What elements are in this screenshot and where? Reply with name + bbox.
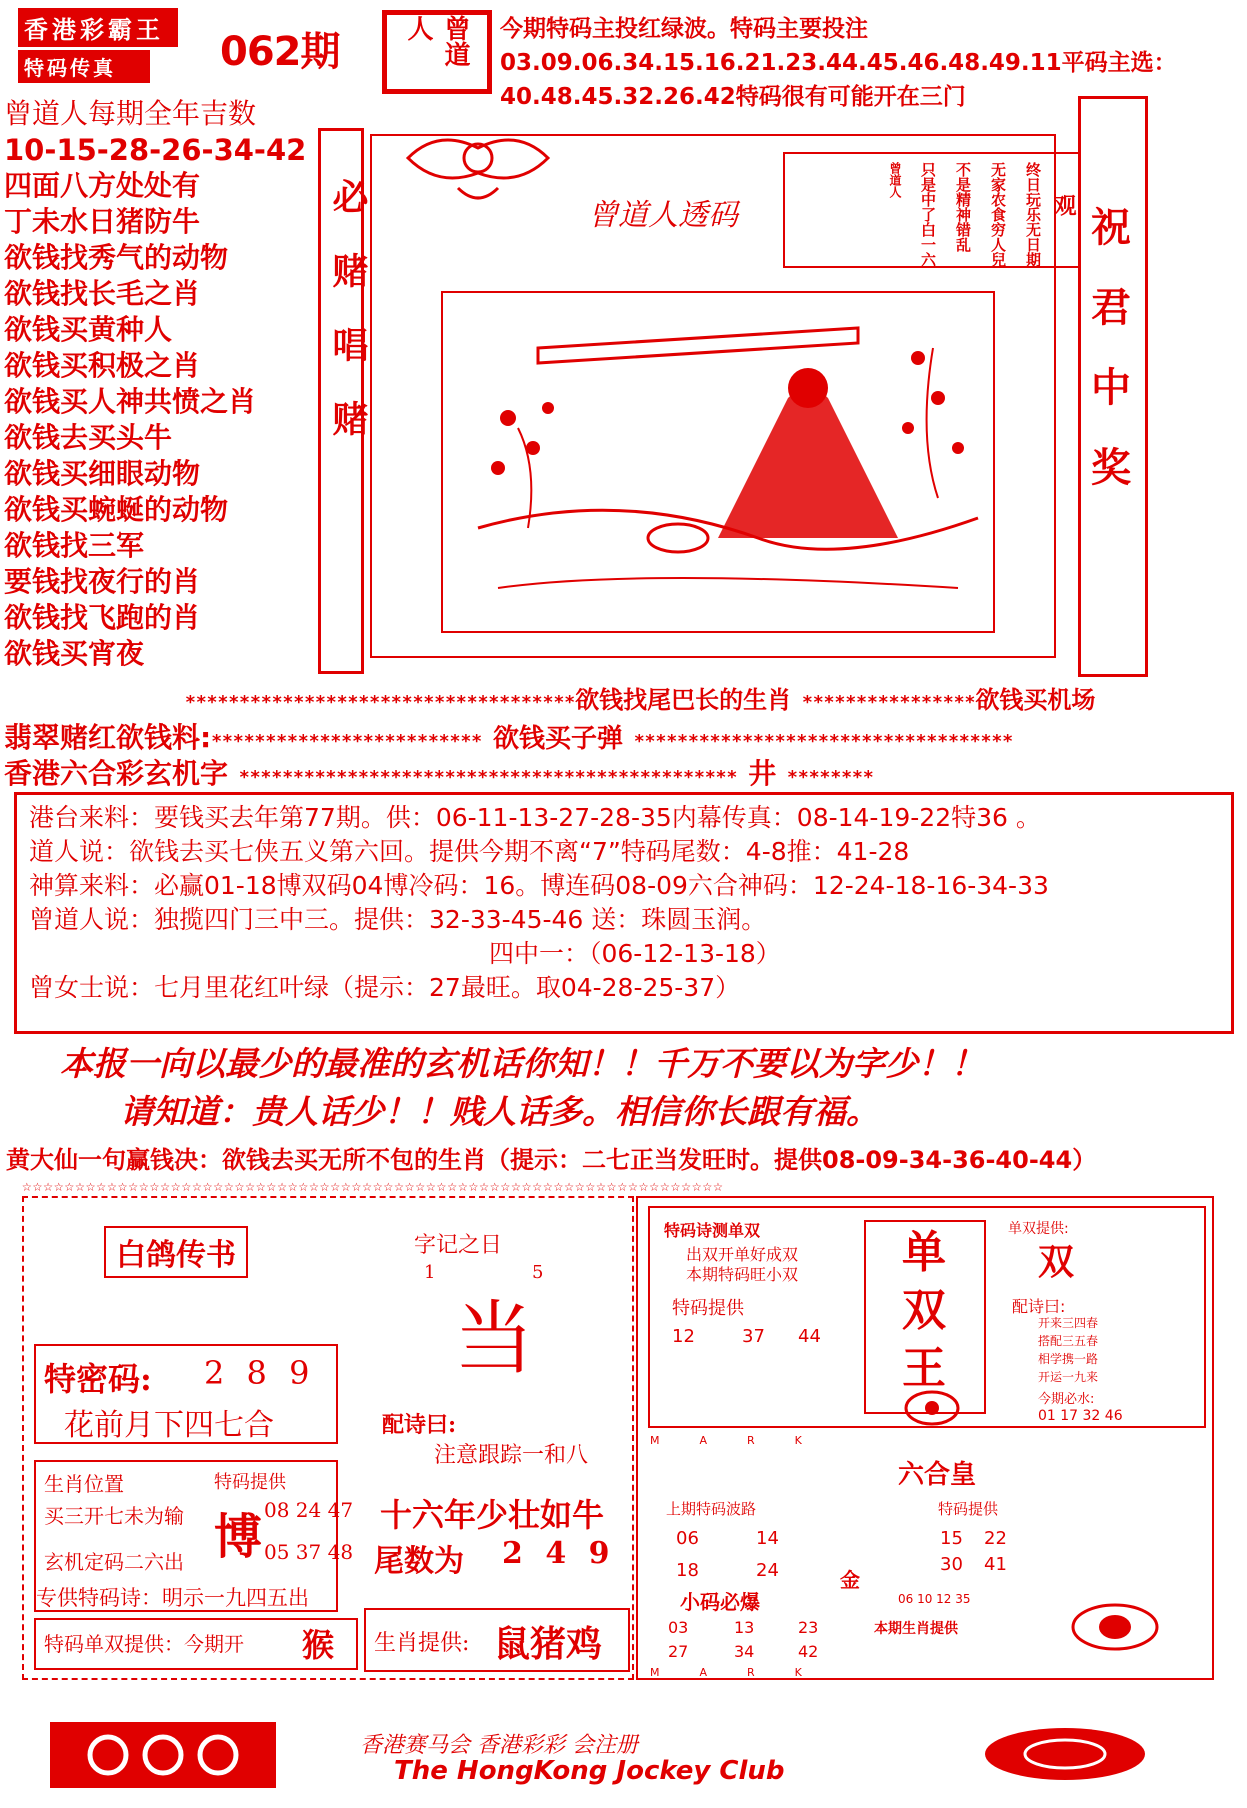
star-tail: 欲钱找尾巴长的生肖 [575,686,792,714]
left-line: 欲钱买蜿蜒的动物 [4,493,229,526]
left-title: 曾道人每期全年吉数 [4,97,257,130]
info-line: 道人说：欲钱去买七侠五义第六回。提供今期不离“7”特码尾数：4-8推：41-28 [29,837,910,866]
left-line: 欲钱找飞跑的肖 [4,601,201,634]
scroll-panel [318,128,1153,668]
dsw-poem-line: 相学携一路 [1038,1352,1099,1366]
slogan-line-2: 请知道：贵人话少！！贱人话多。相信你长跟有福。 [120,1092,879,1131]
footer-right-emblem [980,1724,1150,1788]
poem-col: 只是中了白一六 [919,162,937,267]
sx-label: 生肖提供: [374,1631,470,1656]
liuhe-right-num: 41 [984,1554,1007,1575]
scroll-caption: 曾道人透码 [588,198,738,233]
logo-subtext: 特码传真 [18,50,150,83]
liuhe-small-num: 42 [798,1642,819,1661]
single-double-val: 猴 [302,1626,335,1664]
single-double-label: 特码单双提供：今期开 [44,1632,244,1656]
bottom-left-panel [22,1196,634,1680]
left-line: 欲钱买宵夜 [4,637,145,670]
left-line: 欲钱去买头牛 [4,421,173,454]
liuhe-small-num: 27 [668,1642,689,1661]
poem-title: 观 [1051,194,1077,216]
dsw-num: 44 [798,1326,821,1347]
star-tail-2: 欲钱买机场 [975,686,1096,714]
left-line: 欲钱找长毛之肖 [4,277,201,310]
star-line-2: 翡翠赌红欲钱料:************************* 欲钱买子弹 *********************************** [4,721,1014,754]
star-label: 香港六合彩玄机字 [4,757,229,790]
liuhe-row: 06 10 12 35 [898,1592,971,1606]
liuhe-right-num: 22 [984,1528,1007,1549]
sx-val: 鼠猪鸡 [494,1623,603,1665]
peishi-label: 配诗曰: [382,1412,457,1438]
mark-border-top: MARK [650,1434,842,1447]
footer-chinese: 香港赛马会 香港彩彩 会注册 [360,1733,638,1758]
info-line: 神算来料：必赢01-18博双码04博冷码：16。博连码08-09六合神码：12-24-18-16-34-33 [29,871,1049,900]
mark-border-bottom: MARK [650,1666,842,1679]
word-num-left: 1 [424,1262,436,1283]
liuhe-small-num: 34 [734,1642,755,1661]
right-char: 祝 [1091,204,1131,251]
liuhe-small: 小码必爆 [680,1590,760,1614]
liuhe-left-num: 14 [756,1528,779,1549]
dsw-num: 12 [672,1326,695,1347]
poem-col: 无家农食穷人兒 [989,162,1007,267]
logo-block [18,8,178,80]
poem-col: 终日玩乐无日期 [1024,162,1042,267]
liuhe-left-num: 06 [676,1528,699,1549]
liuhe-small-num: 23 [798,1618,819,1637]
info-line: 曾道人说：独揽四门三中三。提供：32-33-45-46 送：珠圆玉润。 [29,905,767,934]
weishu-nums: 2 4 9 [502,1536,616,1571]
liuhe-last: 上期特码波路 [666,1500,757,1518]
left-line: 要钱找夜行的肖 [4,565,201,598]
dsw-num: 37 [742,1326,765,1347]
dsw-text1: 出双开单好成双 [686,1245,799,1264]
left-line: 欲钱买细眼动物 [4,457,201,490]
info-line: 港台来料：要钱买去年第77期。供：06-11-13-27-28-35内幕传真：08-14-19-22特36 。 [29,803,1041,832]
tech-nums: 2 8 9 [204,1354,316,1392]
dragon-emblem [398,128,558,218]
dsw-peishi: 配诗曰: [1012,1297,1066,1316]
info-box [14,792,1234,1034]
left-line: 欲钱买人神共愤之肖 [4,385,257,418]
huang-daxian: 黄大仙一句赢钱决：欲钱去买无所不包的生肖（提示：二七正当发旺时。提供08-09-34-36-40-44） [6,1146,1097,1174]
star-label: 翡翠赌红欲钱料: [4,721,212,754]
peishi-text: 注意跟踪一和八 [434,1443,589,1468]
slogan-line-1: 本报一向以最少的最准的玄机话你知！！千万不要以为字少！！ [60,1044,984,1083]
left-line: 欲钱买黄种人 [4,313,173,346]
dsw-poem-line: 开运一九来 [1038,1370,1099,1384]
xuanji-text: 玄机定码二六出 [44,1550,184,1574]
liuhe-badge [1070,1602,1160,1656]
bottom-right-panel [636,1196,1214,1680]
liuhe-right-num: 15 [940,1528,963,1549]
shengxiao-text: 买三开七未为输 [44,1504,184,1528]
liuhe-right-num: 30 [940,1554,963,1575]
dsw-side-title: 单双提供: [1008,1221,1069,1237]
poem-box [783,152,1092,268]
dsw-jinqi-nums: 01 17 32 46 [1038,1408,1123,1424]
dsw-tema: 特码提供 [672,1298,744,1319]
info-line: 曾女士说：七月里花红叶绿（提示：27最旺。取04-28-25-37） [29,973,741,1002]
flower-emblem [902,1388,962,1432]
tech-poem: 花前月下四七合 [64,1408,274,1443]
special-label: 特码提供 [214,1472,286,1493]
right-char: 君 [1091,284,1131,331]
seal-text: 曾道人 [403,15,470,67]
word-num-right: 5 [532,1262,544,1283]
shengxiao-label: 生肖位置 [44,1472,124,1496]
dsw-side-char: 双 [1038,1241,1075,1283]
left-column [4,96,306,672]
footer-left-emblem [48,1720,278,1794]
poem-line: 专供特码诗：明示一九四五出 [36,1586,309,1610]
liuhe-left-num: 18 [676,1560,699,1581]
logo-text: 香港彩霸王 [18,8,178,47]
intro-text: 今期特码主投红绿波。特码主要投注03.09.06.34.15.16.21.23.44.45.46.48.49.11平码主选：40.48.45.32.26.42特码很有可能开在三门 [500,16,1177,110]
dsw-text2: 本期特码旺小双 [686,1265,799,1284]
star-mid: 欲钱买子弹 [492,724,623,754]
dsw-big-char: 双 [902,1285,946,1336]
landscape-illustration [438,288,998,638]
footer-english: The HongKong Jockey Club [394,1756,785,1786]
dsw-big [876,1224,972,1398]
white-pigeon-title: 白鸽传书 [104,1226,248,1278]
star-line-3: 香港六合彩玄机字 ********************************************** 井 ******** [4,757,874,790]
scroll-right-text [1088,188,1134,508]
dsw-big-char: 王 [902,1343,946,1394]
weishu-label: 尾数为 [374,1544,464,1579]
bo-char: 博 [214,1509,263,1565]
poem-col: 曾道人 [888,162,902,198]
star-line-1: ************************************欲钱找尾巴长的生肖 ****************欲钱买机场 [185,686,1096,714]
liuhe-small-num: 13 [734,1618,755,1637]
liuhe-gold: 金 [840,1568,860,1592]
left-line: 欲钱找秀气的动物 [4,241,229,274]
left-line: 欲钱买积极之肖 [4,349,201,382]
star-char: 井 [748,757,777,790]
special-nums-2: 05 37 48 [264,1540,354,1564]
issue-number: 062期 [220,29,340,75]
word-title: 字记之日 [414,1233,503,1258]
word-char: 当 [454,1292,534,1385]
liuhe-title: 六合皇 [898,1460,977,1490]
left-line: 丁未水日猪防牛 [4,205,201,238]
seal-stamp [382,10,492,94]
poem-col: 不是精神错乱 [954,162,972,252]
dsw-big-char: 单 [902,1227,946,1278]
liuhe-sx: 本期生肖提供 [874,1621,958,1637]
right-char: 中 [1091,364,1131,411]
liuhe-tema: 特码提供 [938,1500,999,1518]
right-char: 奖 [1091,444,1131,491]
scroll-left-text: 必赌唱赌 [327,178,368,474]
dotted-divider: ☆☆☆☆☆☆☆☆☆☆☆☆☆☆☆☆☆☆☆☆☆☆☆☆☆☆☆☆☆☆☆☆☆☆☆☆☆☆☆☆☆☆☆☆☆☆☆☆☆☆☆☆☆☆☆☆☆☆☆☆☆☆☆☆☆☆ [22,1176,724,1195]
dsw-poem-line: 开来三四春 [1038,1316,1099,1330]
dsw-jinqi: 今期必水: [1038,1392,1095,1407]
left-numbers: 10-15-28-26-34-42 [4,133,307,167]
tech-label: 特密码: [44,1360,152,1398]
special-nums-1: 08 24 47 [264,1498,354,1522]
liuhe-small-num: 03 [668,1618,689,1637]
left-line: 欲钱找三军 [4,529,145,562]
dsw-poem-line: 搭配三五春 [1038,1334,1099,1348]
line-big: 十六年少壮如牛 [380,1496,605,1534]
left-line: 四面八方处处有 [4,169,201,202]
info-line: 四中一：（06-12-13-18） [489,939,781,968]
liuhe-left-num: 24 [756,1560,779,1581]
dsw-title: 特码诗测单双 [664,1221,761,1240]
